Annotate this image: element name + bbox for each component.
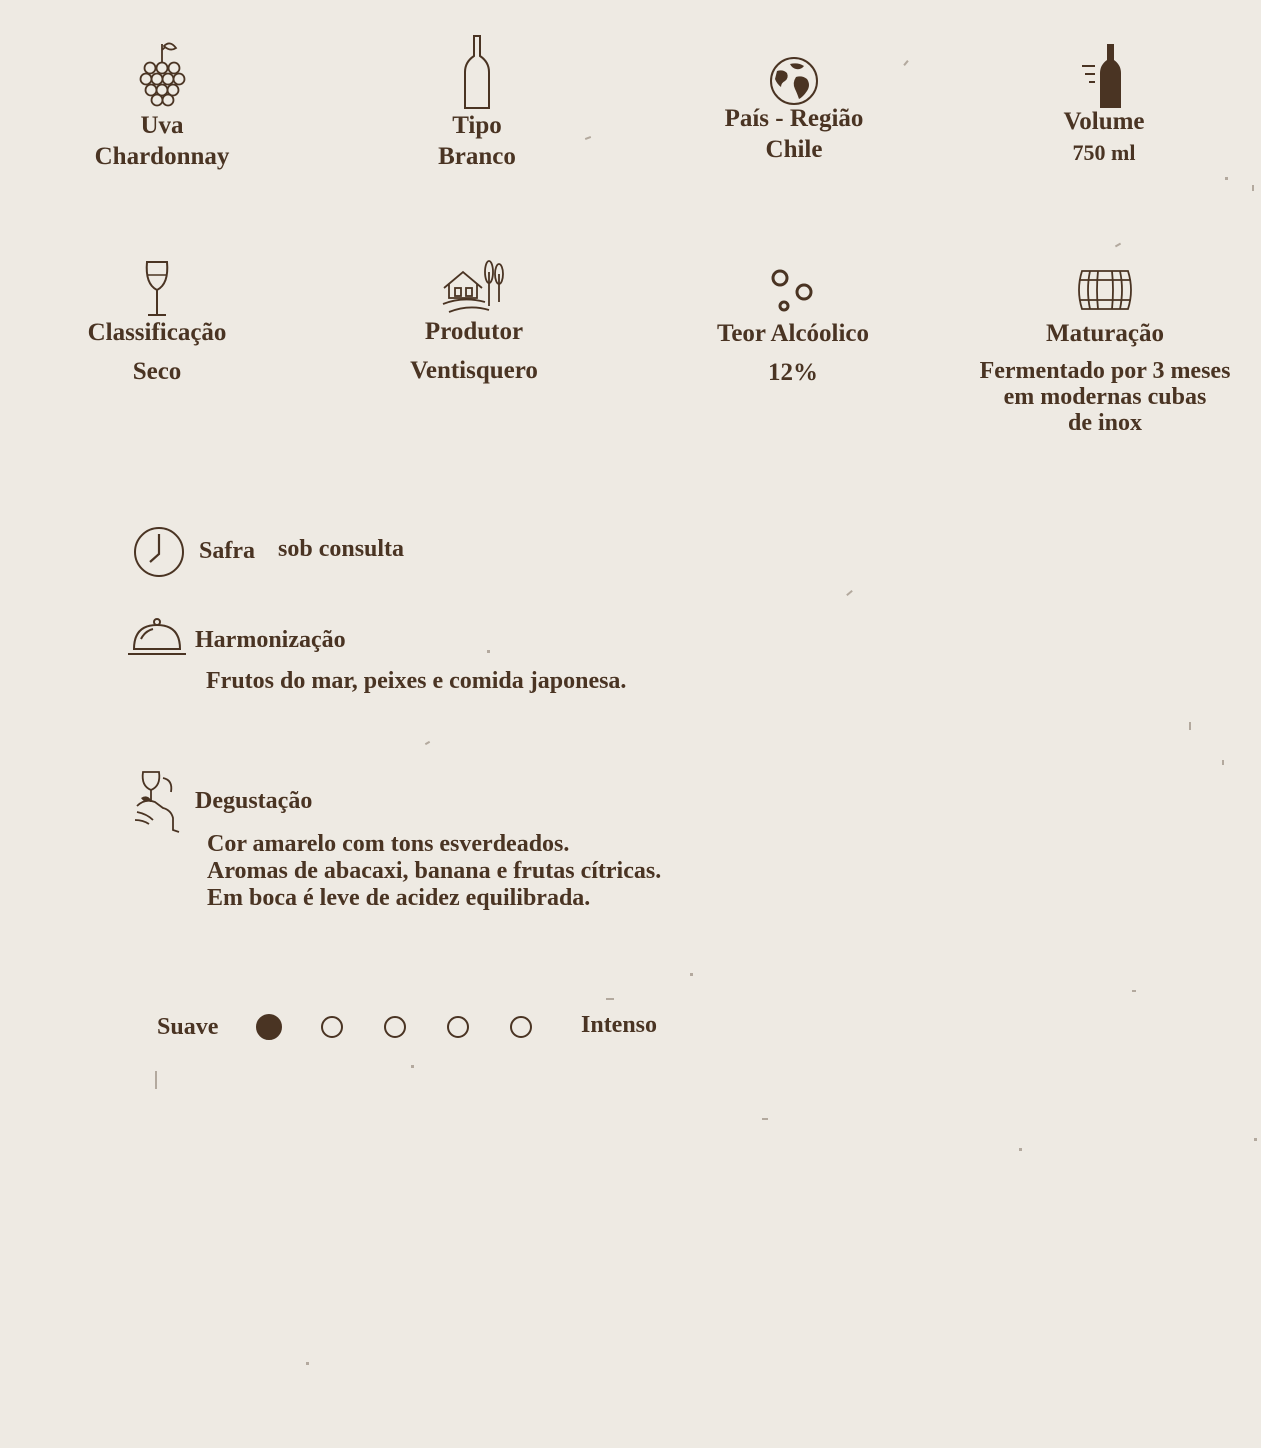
attribute-label: Teor Alcóolico [716,320,870,347]
degustacao-line: Aromas de abacaxi, banana e frutas cítricas. [207,858,662,884]
safra-value: sob consulta [278,536,405,562]
attribute-label: Produtor [424,318,524,345]
attribute-value: Seco [132,358,182,385]
intensity-dot-2 [321,1016,343,1038]
bottle-volume-icon [1079,42,1129,110]
attribute-label: Tipo [452,112,502,139]
intensity-min-label: Suave [157,1014,219,1040]
harmonizacao-label: Harmonização [195,627,346,653]
attribute-produtor [384,258,564,386]
barrel-icon [1076,268,1134,312]
attribute-value: Chile [765,136,823,163]
harmonizacao-text: Frutos do mar, peixes e comida japonesa. [206,668,627,694]
intensity-dot-5 [510,1016,532,1038]
intensity-dot-4 [447,1016,469,1038]
attribute-value-line: de inox [1067,410,1142,436]
degustacao-line: Em boca é leve de acidez equilibrada. [207,885,591,911]
bubbles-icon [768,266,818,316]
attribute-maturacao [958,268,1252,436]
cloche-icon [127,617,187,657]
vineyard-house-icon [441,258,507,318]
intensity-max-label: Intenso [581,1012,658,1038]
wine-bottle-outline-icon [462,34,492,110]
attribute-value: 750 ml [1072,140,1136,165]
clock-icon [133,526,185,578]
attribute-label: Uva [140,112,184,139]
attribute-label: Maturação [1045,320,1165,347]
globe-icon [768,55,820,107]
attribute-teor [698,266,888,388]
attribute-uva [72,40,252,172]
attribute-label: País - Região [724,105,864,132]
intensity-dot-3 [384,1016,406,1038]
attribute-label: Classificação [87,319,227,346]
attribute-value: 12% [768,359,818,386]
attribute-label: Volume [1063,108,1145,135]
grapes-icon [138,40,186,110]
intensity-dot-1 [256,1014,282,1040]
attribute-value: Branco [438,143,516,170]
attribute-volume [1014,42,1194,168]
attribute-classificacao [67,259,247,387]
attribute-value: Ventisquero [410,357,538,384]
attribute-value-line: em modernas cubas [1003,384,1207,410]
wine-glass-icon [142,259,172,319]
safra-label: Safra [199,538,255,564]
tasting-glass-icon [133,768,181,836]
attribute-pais [684,55,904,165]
attribute-tipo [387,34,567,172]
attribute-value-line: Fermentado por 3 meses [979,358,1231,384]
degustacao-line: Cor amarelo com tons esverdeados. [207,831,570,857]
degustacao-label: Degustação [195,788,313,814]
attribute-value: Chardonnay [94,143,230,170]
